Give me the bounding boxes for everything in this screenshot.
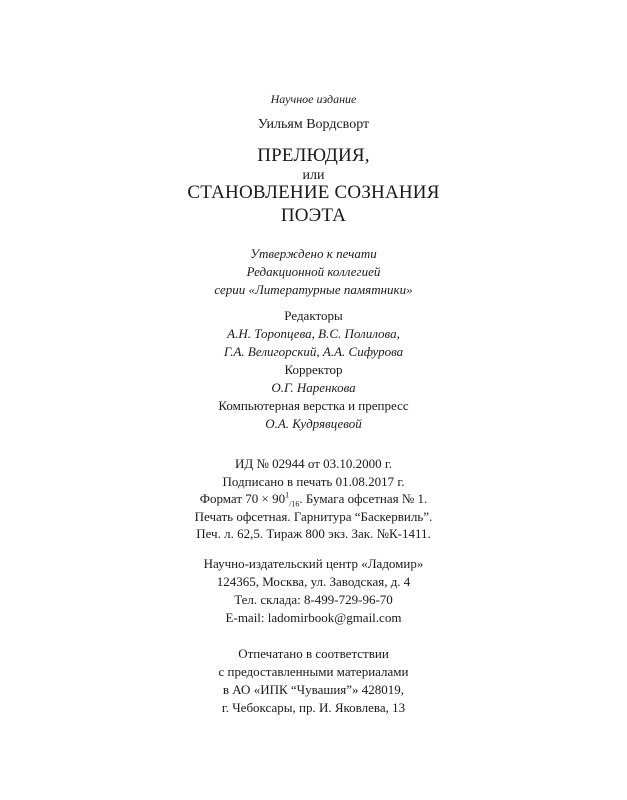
title-line-1: ПРЕЛЮДИЯ, <box>257 145 370 166</box>
publisher-line: E-mail: ladomirbook@gmail.com <box>225 610 402 625</box>
editors-names: А.Н. Торопцева, В.С. Полилова, <box>227 326 400 341</box>
printer-line: г. Чебоксары, пр. И. Яковлева, 13 <box>221 700 406 715</box>
editors-label: Редакторы <box>284 308 343 323</box>
layout-block <box>0 397 627 433</box>
approval-line: Редакционной коллегией <box>246 264 381 279</box>
imprint-format <box>0 490 627 508</box>
printer-block <box>0 645 627 717</box>
format-suffix: . Бумага офсетная № 1. <box>299 491 428 506</box>
imprint-signed: Подписано в печать 01.08.2017 г. <box>222 473 405 489</box>
imprint-print: Печать офсетная. Гарнитура “Баскервиль”. <box>194 508 433 524</box>
approval-line: серии «Литературные памятники» <box>214 282 413 297</box>
editors-names: Г.А. Велигорский, А.А. Сифурова <box>223 344 404 359</box>
publisher-line: Научно-издательский центр «Ладомир» <box>203 556 424 571</box>
publisher-line: 124365, Москва, ул. Заводская, д. 4 <box>216 574 411 589</box>
printer-line: Отпечатано в соответствии <box>238 646 389 661</box>
imprint-block <box>0 455 627 543</box>
printer-line: с предоставленными материалами <box>218 664 409 679</box>
author-name: Уильям Вордсворт <box>257 117 370 132</box>
format-sub: /16 <box>289 499 300 509</box>
corrector-name: О.Г. Наренкова <box>271 380 356 395</box>
edition-type: Научное издание <box>270 92 357 106</box>
publisher-line: Тел. склада: 8-499-729-96-70 <box>234 592 393 607</box>
title-line-2: или <box>302 168 325 183</box>
editors-block <box>0 307 627 361</box>
approval-line: Утверждено к печати <box>250 246 377 261</box>
title-line-4: ПОЭТА <box>280 205 347 226</box>
layout-name: О.А. Кудрявцевой <box>265 416 362 431</box>
publisher-block <box>0 555 627 627</box>
imprint-sheets: Печ. л. 62,5. Тираж 800 экз. Зак. №К-1411. <box>196 526 431 541</box>
format-sup: 1 <box>285 490 290 500</box>
layout-label: Компьютерная верстка и препресс <box>218 398 409 413</box>
corrector-label: Корректор <box>284 362 343 377</box>
printer-line: в АО «ИПК “Чувашия”» 428019, <box>222 682 405 697</box>
approval-block <box>0 245 627 299</box>
imprint-id: ИД № 02944 от 03.10.2000 г. <box>234 456 393 471</box>
title-line-3: СТАНОВЛЕНИЕ СОЗНАНИЯ <box>187 182 440 203</box>
format-prefix: Формат 70 × 90 <box>199 491 286 506</box>
corrector-block <box>0 361 627 397</box>
